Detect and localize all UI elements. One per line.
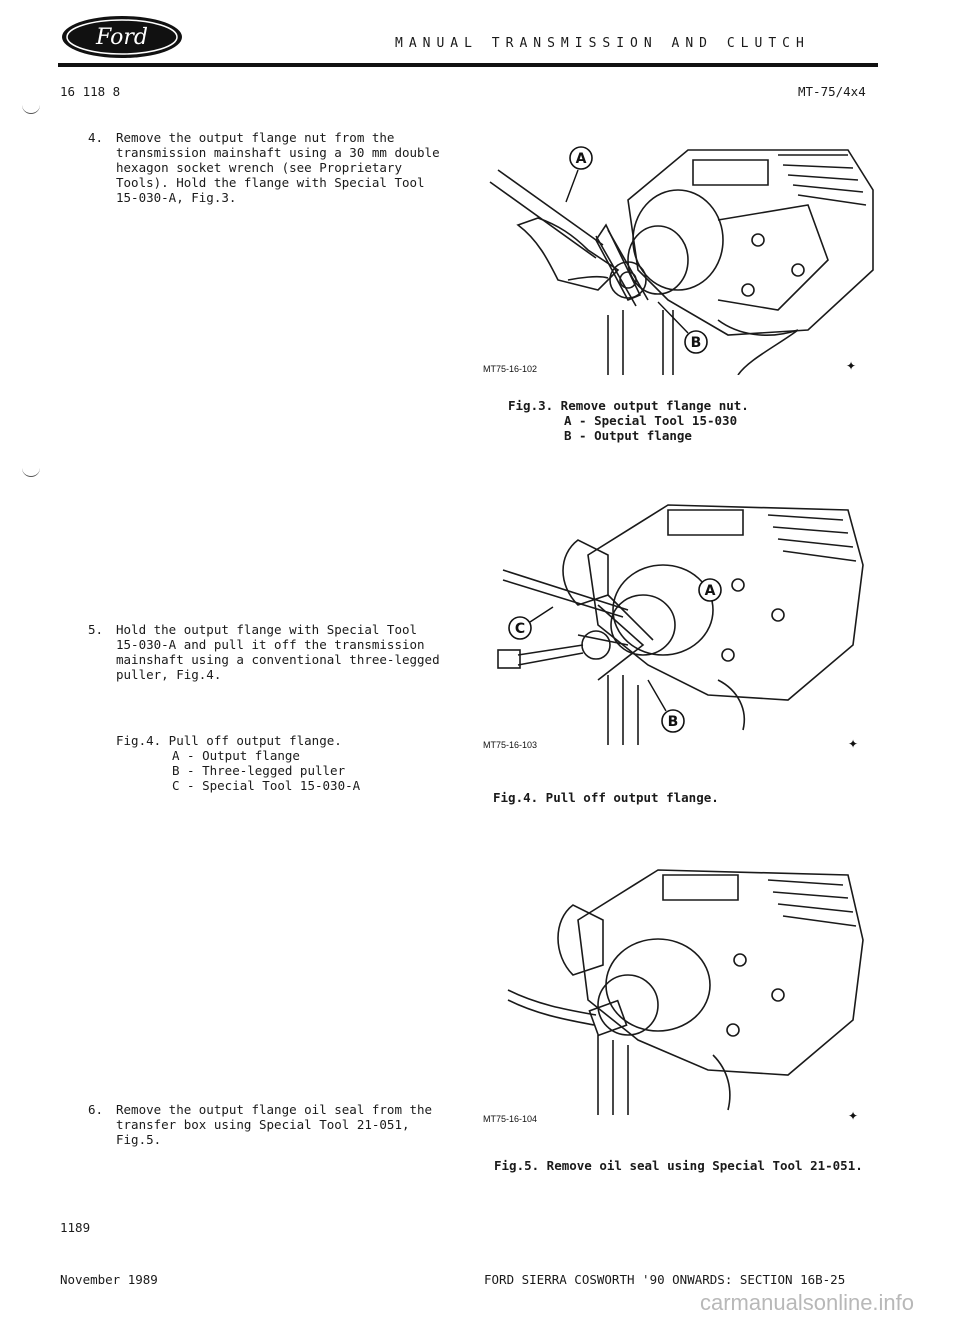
fig4-label-b: B [667,714,679,730]
fig4-caption-title: Fig.4. Pull off output flange. [493,790,719,805]
step-6-line: Remove the output flange oil seal from the [116,1102,433,1117]
fig5-caption [494,1158,863,1173]
step-5-text [116,622,440,682]
fig3-caption-item: A - Special Tool 15-030 [564,413,738,428]
fig3-illustration [478,130,878,375]
fig4-code: MT75-16-103 [483,740,538,750]
ford-logo [60,14,184,60]
page-number: 1189 [60,1220,91,1235]
fig5-code: MT75-16-104 [483,1114,538,1124]
step-5-number: 5. [88,622,104,637]
fig3-caption [508,398,749,443]
ford-logo-text: Ford [96,25,148,50]
header-rule [58,63,878,67]
footer-date: November 1989 [60,1272,158,1287]
fig5-illustration [478,860,878,1130]
step-6-text [116,1102,432,1147]
step-5-line: 15-030-A and pull it off the transmission [116,637,425,652]
svg-text:✦: ✦ [848,1109,859,1123]
doc-code: 16 118 8 [60,84,121,99]
step-6-number: 6. [88,1102,104,1117]
fig3-label-a: A [575,151,587,167]
step-5-line: Hold the output flange with Special Tool [116,622,418,637]
step-4-line: 15-030-A, Fig.3. [116,190,237,205]
step-5-line: puller, Fig.4. [116,667,222,682]
step-6-line: Fig.5. [116,1132,162,1147]
step-4-line: Tools). Hold the flange with Special Tool [116,175,425,190]
margin-mark [22,105,40,114]
step-4-text [116,130,440,205]
step-4-line: transmission mainshaft using a 30 mm double [116,145,440,160]
step-4-line: Remove the output flange nut from the [116,130,395,145]
fig3-code: MT75-16-102 [483,364,538,374]
watermark: carmanualsonline.info [700,1290,915,1315]
fig4-legend-title: Fig.4. Pull off output flange. [116,733,342,748]
step-4-number: 4. [88,130,104,145]
header-title: MANUAL TRANSMISSION AND CLUTCH [395,36,810,51]
footer-section: FORD SIERRA COSWORTH '90 ONWARDS: SECTION 16B-25 [484,1272,846,1287]
fig4-caption [493,790,719,805]
fig5-caption-title: Fig.5. Remove oil seal using Special Tool 21-051. [494,1158,863,1173]
fig3-caption-item: B - Output flange [564,428,692,443]
fig4-legend-item: B - Three-legged puller [172,763,346,778]
model-code: MT-75/4x4 [798,84,866,99]
svg-text:✦: ✦ [848,737,859,751]
fig4-illustration [478,495,878,760]
fig4-legend-item: A - Output flange [172,748,300,763]
fig4-legend-item: C - Special Tool 15-030-A [172,778,361,793]
fig4-legend [116,733,360,793]
svg-text:✦: ✦ [846,359,857,373]
fig4-label-a: A [704,583,716,599]
fig4-label-c: C [514,621,526,637]
step-4-line: hexagon socket wrench (see Proprietary [116,160,402,175]
margin-mark [22,468,40,477]
step-5-line: mainshaft using a conventional three-legged [116,652,440,667]
fig3-label-b: B [690,335,702,351]
step-6-line: transfer box using Special Tool 21-051, [116,1117,410,1132]
fig3-caption-title: Fig.3. Remove output flange nut. [508,398,749,413]
